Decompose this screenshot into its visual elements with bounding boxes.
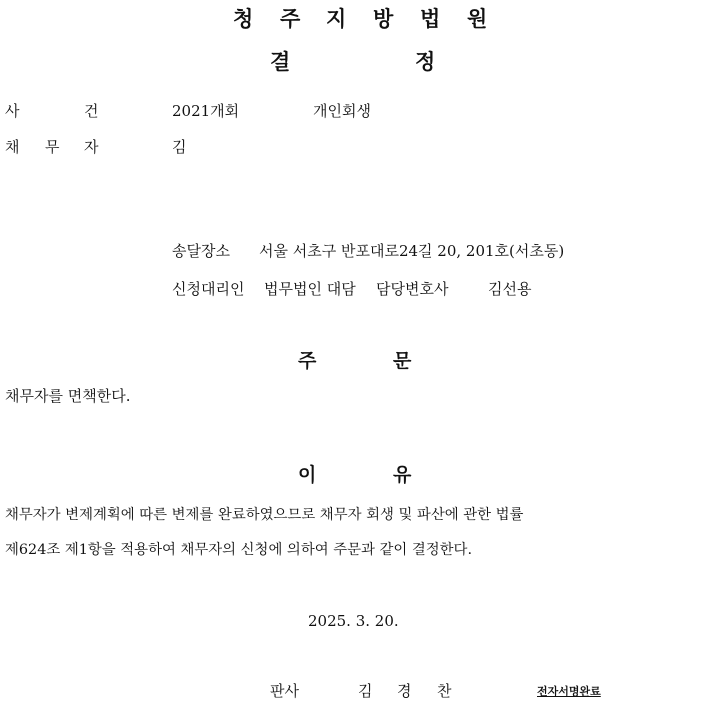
agent-label: 신청대리인: [172, 280, 245, 298]
court-name-char-4: 방: [373, 7, 394, 31]
service-label: 송달장소: [172, 242, 230, 260]
court-name-char-1: 청: [233, 7, 254, 31]
court-name-char-2: 주: [280, 7, 301, 31]
order-heading-char-2: 문: [393, 350, 412, 372]
case-label-char-1: 사: [5, 102, 20, 120]
service-address: 서울 서초구 반포대로24길 20, 201호(서초동): [259, 242, 565, 260]
judge-title: 판사: [270, 682, 299, 700]
decision-date: 2025. 3. 20.: [308, 612, 399, 630]
case-label-char-2: 건: [84, 102, 99, 120]
debtor-label-char-1: 채: [5, 138, 20, 156]
agent-firm: 법무법인 대담: [264, 280, 356, 298]
agent-role: 담당변호사: [376, 280, 449, 298]
judge-name-char-2: 경: [397, 682, 412, 700]
debtor-name: 김: [172, 138, 187, 156]
electronic-signature-note: 전자서명완료: [537, 685, 601, 698]
case-number: 2021개회: [172, 102, 240, 120]
agent-name: 김선용: [488, 280, 532, 298]
reason-heading-char-1: 이: [298, 464, 317, 486]
judge-name-char-1: 김: [358, 682, 373, 700]
reason-text-line-2: 제624조 제1항을 적용하여 채무자의 신청에 의하여 주문과 같이 결정한다.: [5, 542, 473, 558]
court-name-char-5: 법: [420, 7, 441, 31]
judge-name-char-3: 찬: [437, 682, 452, 700]
debtor-label-char-2: 무: [45, 138, 60, 156]
order-text: 채무자를 면책한다.: [5, 387, 131, 405]
reason-text-line-1: 채무자가 변제계획에 따른 변제를 완료하였으므로 채무자 회생 및 파산에 관한 법률: [5, 507, 524, 523]
order-heading-char-1: 주: [298, 350, 317, 372]
document-title-char-1: 결: [270, 50, 291, 74]
case-type: 개인회생: [313, 102, 371, 120]
debtor-label-char-3: 자: [84, 138, 99, 156]
court-name-char-3: 지: [326, 7, 347, 31]
court-name-char-6: 원: [467, 7, 488, 31]
document-title-char-2: 정: [415, 50, 436, 74]
reason-heading-char-2: 유: [393, 464, 412, 486]
